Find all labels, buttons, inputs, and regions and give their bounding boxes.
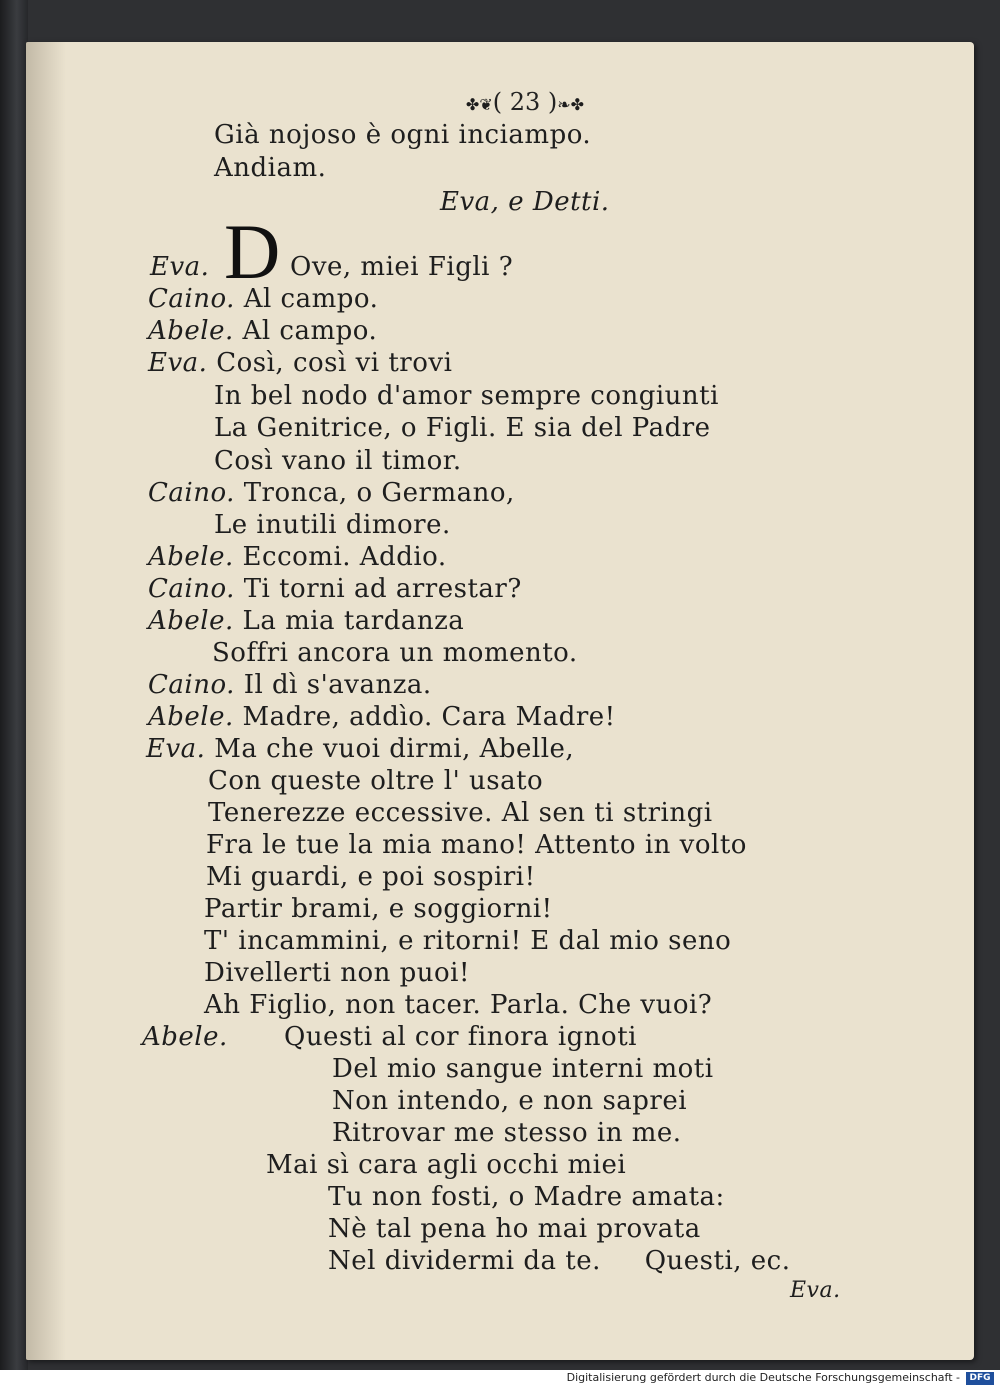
- speaker-label: Abele.: [148, 542, 234, 572]
- catchword: Eva.: [790, 1278, 841, 1303]
- verse-line: Ah Figlio, non tacer. Parla. Che vuoi?: [204, 990, 713, 1020]
- verse-line: Nè tal pena ho mai provata: [328, 1214, 701, 1244]
- verse-line: Questi al cor finora ignoti: [284, 1022, 637, 1052]
- speech-line: Eva. Così, così vi trovi: [148, 348, 453, 378]
- verse-line: Le inutili dimore.: [214, 510, 451, 540]
- speaker-label: Caino.: [148, 670, 235, 700]
- speaker-label: Abele.: [142, 1022, 228, 1052]
- speaker-label: Caino.: [148, 478, 235, 508]
- funding-credit: Digitalisierung gefördert durch die Deutsche Forschungsgemeinschaft -: [566, 1371, 960, 1384]
- ornament-left-icon: ✤❦: [465, 95, 493, 114]
- speaker-label: Eva.: [146, 734, 206, 764]
- stage-direction: Eva, e Detti.: [440, 187, 610, 217]
- speech-line: Caino. Tronca, o Germano,: [148, 478, 515, 508]
- speaker-label: Abele.: [148, 702, 234, 732]
- verse-line: Mai sì cara agli occhi miei: [266, 1150, 627, 1180]
- speech-line: [142, 1022, 228, 1052]
- verse-line: Tenerezze eccessive. Al sen ti stringi: [208, 798, 713, 828]
- verse-line: Soffri ancora un momento.: [212, 638, 578, 668]
- verse-line: Mi guardi, e poi sospiri!: [206, 862, 536, 892]
- verse-line: Nel dividermi da te. Questi, ec.: [328, 1246, 791, 1276]
- speech-line: [150, 252, 209, 282]
- speaker-label: Eva.: [150, 252, 210, 282]
- speech-line: Abele. Eccomi. Addio.: [148, 542, 447, 572]
- verse-line: Con queste oltre l' usato: [208, 766, 544, 796]
- speech-line: Abele. La mia tardanza: [148, 606, 465, 636]
- speaker-label: Abele.: [148, 606, 234, 636]
- speaker-label: Caino.: [148, 574, 235, 604]
- drop-cap: D: [224, 208, 281, 295]
- speaker-label: Caino.: [148, 284, 235, 314]
- speaker-label: Eva.: [148, 348, 208, 378]
- verse-line: Ove, miei Figli ?: [290, 252, 514, 282]
- verse-line: Fra le tue la mia mano! Attento in volto: [206, 830, 747, 860]
- speech-line: Abele. Al campo.: [148, 316, 378, 346]
- speech-line: Caino. Ti torni ad arrestar?: [148, 574, 522, 604]
- page-number: ✤❦( 23 )❧✤: [465, 88, 585, 116]
- speech-line: Eva. Ma che vuoi dirmi, Abelle,: [146, 734, 575, 764]
- verse-line: Non intendo, e non saprei: [332, 1086, 688, 1116]
- verse-line: Ritrovar me stesso in me.: [332, 1118, 682, 1148]
- verse-line: Tu non fosti, o Madre amata:: [328, 1182, 725, 1212]
- speech-line: Abele. Madre, addìo. Cara Madre!: [148, 702, 616, 732]
- verse-line: T' incammini, e ritorni! E dal mio seno: [204, 926, 732, 956]
- ornament-right-icon: ❧✤: [557, 95, 585, 114]
- speech-line: Caino. Il dì s'avanza.: [148, 670, 432, 700]
- book-spine: [0, 0, 28, 1370]
- verse-line: La Genitrice, o Figli. E sia del Padre: [214, 413, 711, 443]
- dfg-logo-icon: DFG: [966, 1372, 994, 1385]
- verse-line: Andiam.: [214, 153, 327, 183]
- verse-line: Divellerti non puoi!: [204, 958, 470, 988]
- speech-line: Caino. Al campo.: [148, 284, 379, 314]
- verse-line: Partir brami, e soggiorni!: [204, 894, 553, 924]
- verse-line: Del mio sangue interni moti: [332, 1054, 714, 1084]
- verse-line: Già nojoso è ogni inciampo.: [214, 120, 592, 150]
- speaker-label: Abele.: [148, 316, 234, 346]
- verse-line: In bel nodo d'amor sempre congiunti: [214, 381, 719, 411]
- verse-line: Così vano il timor.: [214, 446, 462, 476]
